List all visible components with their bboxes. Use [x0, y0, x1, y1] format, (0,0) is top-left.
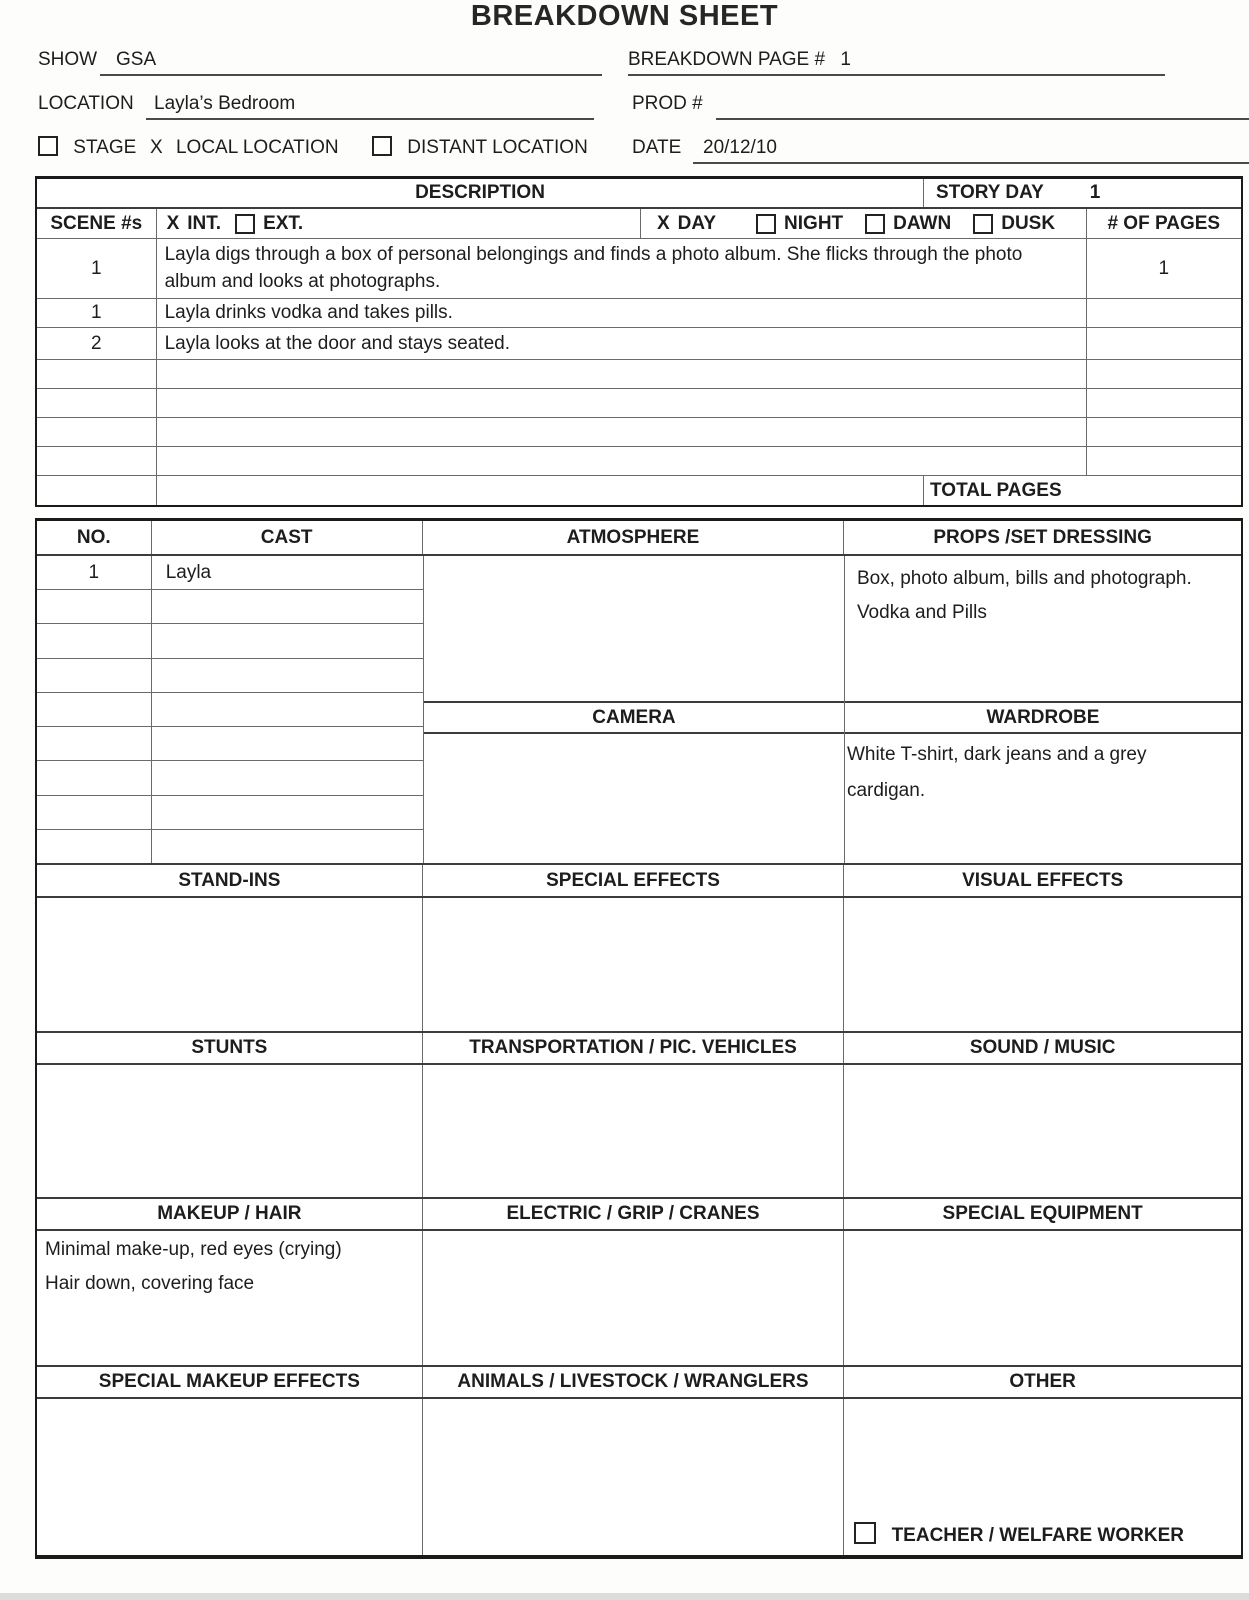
scene-number — [37, 389, 157, 417]
cast-row — [37, 623, 423, 657]
day-mark: X — [656, 212, 670, 234]
scene-col-header: SCENE #s — [37, 209, 157, 238]
special-effects-content — [423, 898, 845, 1031]
cast-name: Layla — [165, 561, 212, 583]
stunts-content-row — [37, 1065, 1241, 1197]
story-day-cell — [924, 179, 1241, 207]
props-text: Vodka and Pills — [856, 602, 987, 623]
local-location-mark: X — [150, 137, 163, 158]
special-makeup-header-row — [37, 1365, 1241, 1399]
dawn-label: DAWN — [893, 212, 952, 234]
cast-name — [152, 727, 423, 760]
stand-ins-header: STAND-INS — [37, 865, 423, 896]
animals-content — [423, 1399, 845, 1555]
stage-option — [38, 134, 136, 162]
cast-name — [152, 590, 423, 623]
total-pages-cell — [924, 476, 1241, 505]
cast-no — [37, 796, 152, 829]
stand-ins-content — [37, 898, 423, 1031]
atmosphere-content — [424, 556, 844, 701]
cast-row — [37, 829, 423, 863]
scene-number: 1 — [37, 299, 157, 327]
show-field[interactable] — [100, 46, 602, 76]
cast-row — [37, 726, 423, 760]
other-content — [844, 1399, 1241, 1555]
cast-name — [152, 796, 423, 829]
special-equipment-header: SPECIAL EQUIPMENT — [942, 1203, 1143, 1224]
stage-label: STAGE — [73, 137, 137, 158]
scene-number: 2 — [37, 328, 157, 359]
cast-no — [37, 659, 152, 692]
scene-pages — [1087, 360, 1241, 388]
scene-description — [157, 418, 1087, 446]
electric-grip-content — [423, 1231, 845, 1365]
scene-row — [37, 446, 1241, 475]
dusk-checkbox[interactable] — [973, 214, 993, 234]
cast-header: CAST — [152, 521, 423, 554]
cast-no — [37, 830, 152, 863]
scene-pages — [1087, 389, 1241, 417]
location-label: LOCATION — [38, 93, 134, 114]
scene-pages — [1087, 418, 1241, 446]
scene-description — [157, 447, 1087, 475]
cast-row — [37, 658, 423, 692]
location-value: Layla’s Bedroom — [154, 93, 296, 114]
breakdown-table — [35, 518, 1243, 1559]
total-pages-row — [37, 475, 1241, 505]
props-wardrobe-column — [845, 556, 1241, 863]
prod-field[interactable] — [716, 90, 1249, 120]
location-field[interactable] — [146, 90, 594, 120]
cast-name — [152, 659, 423, 692]
teacher-welfare-checkbox[interactable] — [854, 1522, 876, 1544]
scene-pages: 1 — [1158, 257, 1170, 279]
props-content — [845, 556, 1241, 701]
makeup-hair-content — [37, 1231, 423, 1365]
stage-date-row — [0, 134, 1249, 162]
distant-location-option — [372, 134, 588, 162]
cast-name — [152, 624, 423, 657]
atmosphere-camera-column — [424, 556, 845, 863]
scene-description: Layla looks at the door and stays seated. — [157, 328, 1087, 359]
story-day-label: STORY DAY — [936, 182, 1044, 203]
special-makeup-content — [37, 1399, 423, 1555]
wardrobe-content — [845, 734, 1241, 863]
scene-row — [37, 388, 1241, 417]
ext-checkbox[interactable] — [235, 214, 255, 234]
distant-location-checkbox[interactable] — [372, 136, 392, 156]
special-equipment-content — [844, 1231, 1241, 1365]
breakdown-page-label: BREAKDOWN PAGE # — [628, 49, 826, 70]
cast-no — [37, 624, 152, 657]
stunts-content — [37, 1065, 423, 1197]
makeup-header-row — [37, 1197, 1241, 1231]
cast-header-row — [37, 521, 1241, 556]
stunts-header: STUNTS — [37, 1033, 423, 1063]
day-night-header — [641, 209, 1087, 238]
makeup-hair-header: MAKEUP / HAIR — [37, 1199, 423, 1229]
night-checkbox[interactable] — [756, 214, 776, 234]
show-row — [0, 46, 1249, 74]
visual-effects-header: VISUAL EFFECTS — [962, 869, 1124, 891]
cast-row — [37, 795, 423, 829]
empty-cell — [157, 476, 924, 505]
scene-description: Layla digs through a box of personal belongings and finds a photo album. She flicks through the photo album and looks at photographs. — [157, 239, 1087, 298]
description-header: DESCRIPTION — [37, 179, 924, 207]
cast-list — [37, 556, 424, 863]
local-location-label: LOCAL LOCATION — [175, 137, 339, 158]
cast-no — [37, 590, 152, 623]
no-header: NO. — [37, 521, 152, 554]
scene-columns-header-row — [37, 207, 1241, 238]
special-makeup-content-row — [37, 1399, 1241, 1555]
camera-header: CAMERA — [424, 701, 844, 734]
scan-edge — [0, 1593, 1249, 1600]
date-field[interactable] — [693, 134, 1249, 164]
prod-label: PROD # — [632, 93, 703, 114]
int-ext-header — [157, 209, 641, 238]
distant-location-label: DISTANT LOCATION — [407, 137, 588, 158]
wardrobe-text: cardigan. — [846, 780, 926, 801]
cast-name — [152, 761, 423, 794]
cast-row — [37, 589, 423, 623]
animals-header: ANIMALS / LIVESTOCK / WRANGLERS — [423, 1367, 845, 1397]
scene-number — [37, 360, 157, 388]
wardrobe-header: WARDROBE — [845, 701, 1241, 734]
dusk-label: DUSK — [1001, 212, 1056, 234]
special-makeup-header: SPECIAL MAKEUP EFFECTS — [37, 1367, 423, 1397]
scene-row — [37, 327, 1241, 359]
scenes-table — [35, 176, 1243, 507]
breakdown-page-field[interactable] — [628, 46, 1165, 76]
cast-no: 1 — [37, 556, 152, 589]
atmosphere-header: ATMOSPHERE — [423, 521, 845, 554]
cast-no — [37, 761, 152, 794]
makeup-text: Hair down, covering face — [45, 1273, 255, 1294]
pages-col-header: # OF PAGES — [1107, 212, 1221, 234]
camera-content — [424, 734, 844, 863]
transportation-content — [423, 1065, 845, 1197]
other-header: OTHER — [1009, 1371, 1076, 1392]
cast-row — [37, 556, 423, 589]
local-location-option — [150, 134, 339, 162]
empty-cell — [37, 476, 157, 505]
cast-name — [152, 693, 423, 726]
cast-atmosphere-body — [37, 556, 1241, 863]
electric-grip-header: ELECTRIC / GRIP / CRANES — [423, 1199, 845, 1229]
day-label: DAY — [677, 212, 717, 234]
props-header: PROPS /SET DRESSING — [933, 526, 1152, 548]
scene-row — [37, 359, 1241, 388]
page-title: BREAKDOWN SHEET — [470, 0, 779, 32]
scene-row — [37, 298, 1241, 327]
show-value: GSA — [116, 49, 157, 70]
show-label: SHOW — [38, 49, 98, 70]
special-effects-header: SPECIAL EFFECTS — [423, 865, 845, 896]
int-label: INT. — [187, 212, 222, 234]
scene-description — [157, 360, 1087, 388]
date-value: 20/12/10 — [703, 137, 777, 158]
stunts-header-row — [37, 1031, 1241, 1065]
teacher-welfare-label: TEACHER / WELFARE WORKER — [891, 1525, 1184, 1546]
scene-number — [37, 447, 157, 475]
scene-number — [37, 418, 157, 446]
total-pages-label: TOTAL PAGES — [930, 479, 1062, 501]
breakdown-page-value: 1 — [840, 49, 851, 70]
scene-pages — [1087, 328, 1241, 359]
makeup-text: Minimal make-up, red eyes (crying) — [45, 1239, 342, 1260]
scene-pages — [1087, 447, 1241, 475]
scene-row — [37, 417, 1241, 446]
location-row — [0, 90, 1249, 118]
scene-pages — [1087, 299, 1241, 327]
cast-row — [37, 760, 423, 794]
scene-row — [37, 238, 1241, 298]
ext-label: EXT. — [263, 212, 304, 234]
cast-row — [37, 692, 423, 726]
teacher-option — [854, 1522, 1184, 1547]
story-day-value: 1 — [1089, 182, 1101, 203]
transportation-header: TRANSPORTATION / PIC. VEHICLES — [423, 1033, 845, 1063]
wardrobe-text: White T-shirt, dark jeans and a grey — [846, 744, 1147, 765]
effects-header-row — [37, 863, 1241, 898]
dawn-checkbox[interactable] — [865, 214, 885, 234]
sound-music-header: SOUND / MUSIC — [969, 1037, 1116, 1058]
makeup-content-row — [37, 1231, 1241, 1365]
props-text: Box, photo album, bills and photograph. — [856, 568, 1192, 589]
effects-content-row — [37, 898, 1241, 1031]
scene-description — [157, 389, 1087, 417]
int-mark: X — [166, 212, 180, 234]
scene-number: 1 — [37, 239, 157, 298]
sound-music-content — [844, 1065, 1241, 1197]
cast-name — [152, 830, 423, 863]
scene-description: Layla drinks vodka and takes pills. — [157, 299, 1087, 327]
cast-no — [37, 693, 152, 726]
cast-no — [37, 727, 152, 760]
visual-effects-content — [844, 898, 1241, 1031]
date-label: DATE — [632, 137, 682, 158]
stage-checkbox[interactable] — [38, 136, 58, 156]
description-header-row — [37, 179, 1241, 207]
night-label: NIGHT — [784, 212, 844, 234]
